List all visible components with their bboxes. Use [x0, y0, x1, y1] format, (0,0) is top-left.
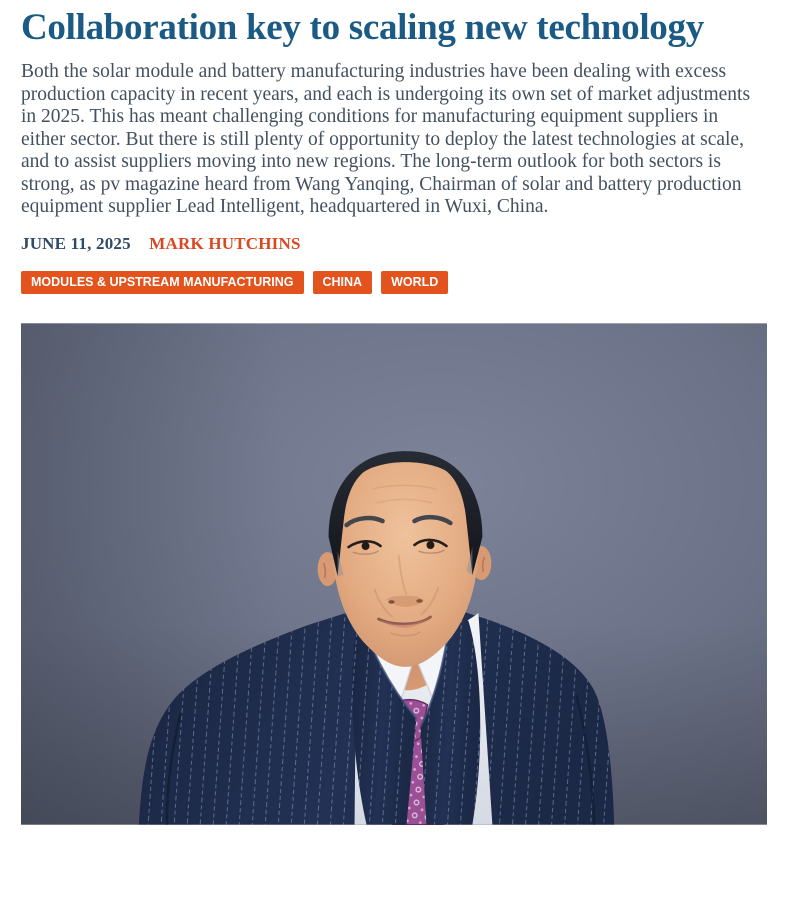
article-title: Collaboration key to scaling new technology [21, 7, 704, 48]
tag-list [21, 271, 767, 294]
tag-world[interactable]: WORLD [381, 271, 448, 294]
article-meta [21, 234, 767, 254]
article-date: JUNE 11, 2025 [21, 233, 131, 253]
author-link[interactable]: MARK HUTCHINS [149, 233, 301, 253]
tag-china[interactable]: CHINA [313, 271, 373, 294]
portrait-photo [21, 323, 767, 825]
article-image [21, 323, 767, 825]
tag-modules-upstream-manufacturing[interactable]: MODULES & UPSTREAM MANUFACTURING [21, 271, 304, 294]
article-lead-paragraph: Both the solar module and battery manufacturing industries have been dealing with excess production capacity in recent years, and each is undergoing its own set of market adjustments in 2025. This has meant challenging conditions for manufacturing equipment suppliers in either sector. But there is still plenty of opportunity to deploy the latest technologies at scale, and to assist suppliers moving into new regions. The long-term outlook for both sectors is strong, as pv magazine heard from Wang Yanqing, Chairman of solar and battery production equipment supplier Lead Intelligent, headquartered in Wuxi, China. [21, 61, 751, 217]
